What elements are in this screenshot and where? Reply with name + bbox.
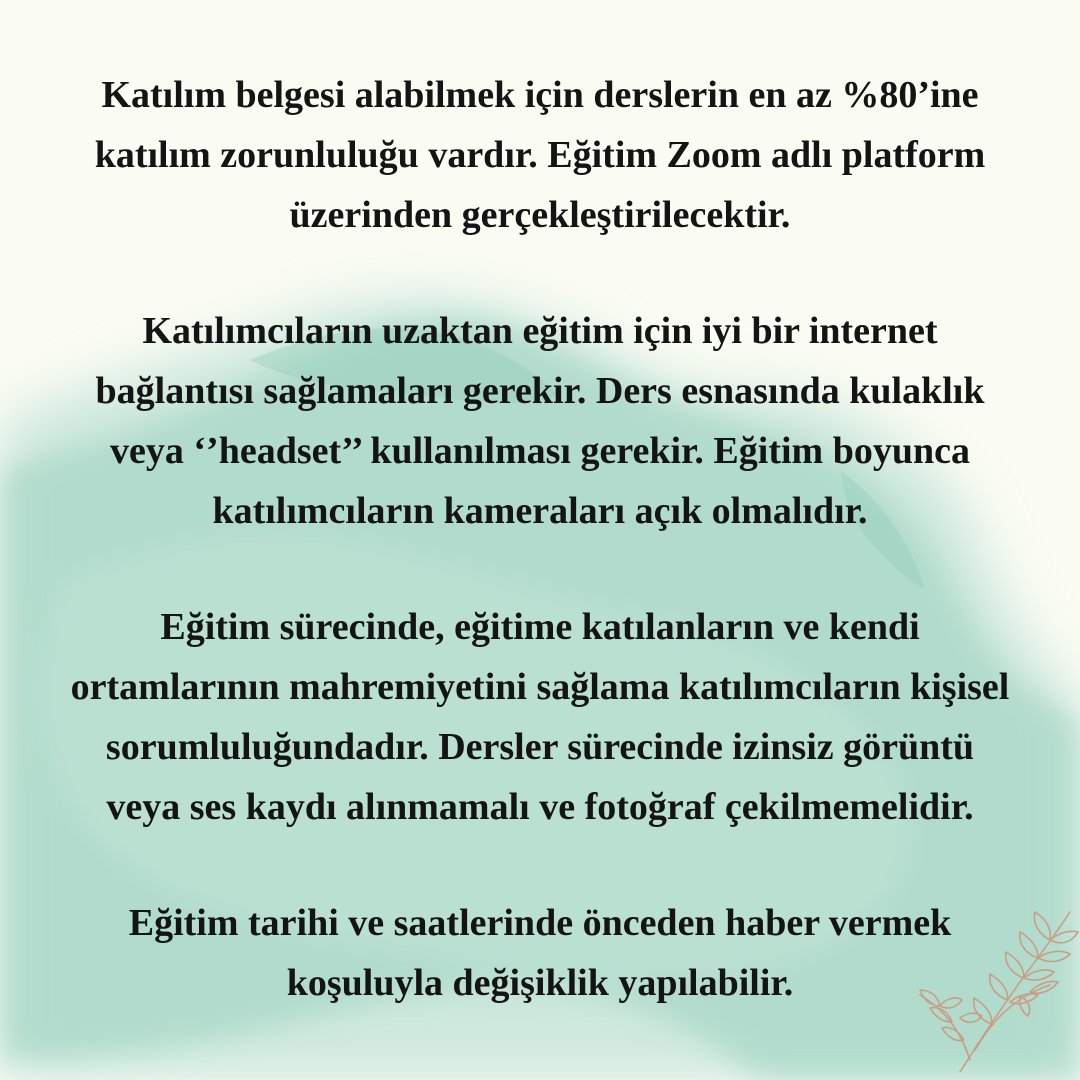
text-line: koşuluyla değişiklik yapılabilir. [286,962,794,1004]
text-line: Eğitim tarihi ve saatlerinde önceden haber vermek [128,902,952,944]
text-line: katılım zorunluluğu vardır. Eğitim Zoom adlı platform [94,134,986,176]
text-line: veya ses kaydı alınmamalı ve fotoğraf çekilmemelidir. [106,786,974,828]
text-line: Katılımcıların uzaktan eğitim için iyi bir internet [142,310,938,352]
text-line: sorumluluğundadır. Dersler sürecinde izinsiz görüntü [105,726,975,768]
text-line: Eğitim sürecinde, eğitime katılanların ve kendi [160,606,920,648]
text-line: veya ‘’headset’’ kullanılması gerekir. Eğitim boyunca [110,430,970,472]
text-line: ortamlarının mahremiyetini sağlama katılımcıların kişisel [70,666,1010,708]
text-line: bağlantısı sağlamaları gerekir. Ders esnasında kulaklık [95,370,985,412]
text-line: Katılım belgesi alabilmek için derslerin en az %80’ine [101,74,979,116]
text-line: katılımcıların kameraları açık olmalıdır. [212,490,868,532]
text-line: üzerinden gerçekleştirilecektir. [289,194,791,236]
leafy-branch-icon [900,900,1080,1080]
